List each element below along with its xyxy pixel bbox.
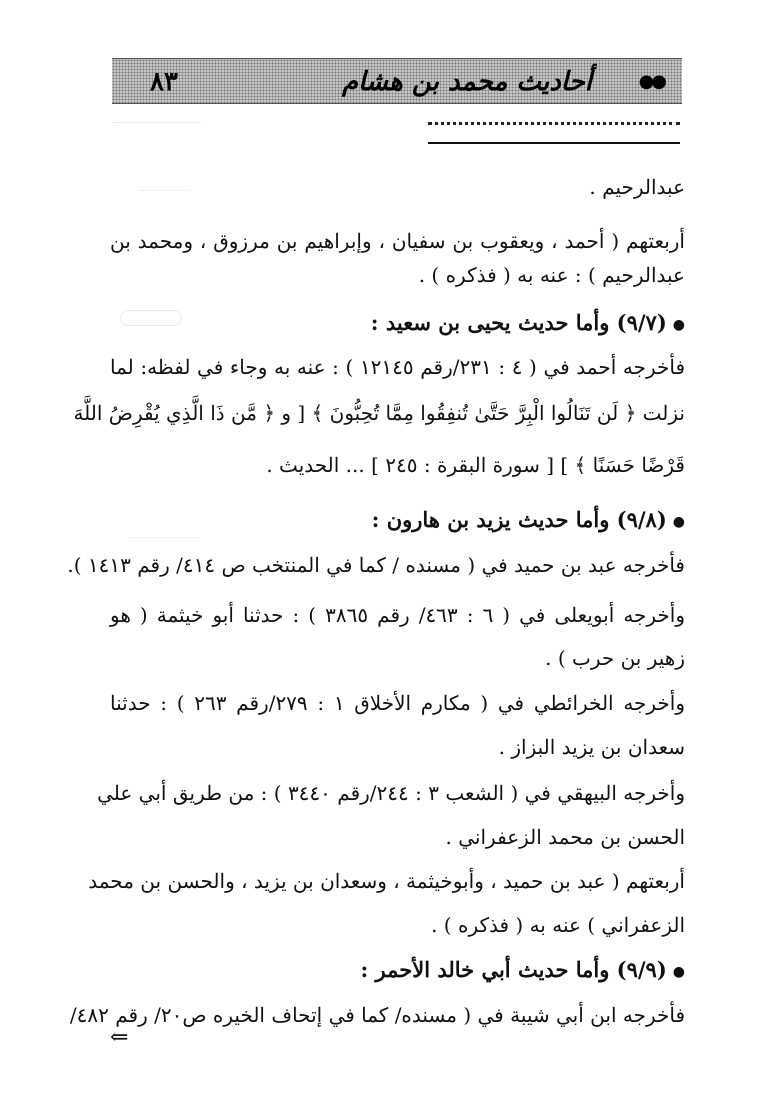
section-heading [110, 308, 685, 340]
header-rule [428, 142, 680, 144]
bullet-icon: ● [672, 316, 685, 333]
continue-arrow-icon: ⇐ [110, 1025, 129, 1050]
bullet-icon: ● [672, 513, 685, 530]
line-text: سعدان بن يزيد البزاز . [498, 735, 685, 759]
line-text: عبدالرحيم ) : عنه به ( فذكره ) . [418, 263, 685, 287]
text-line [110, 600, 685, 630]
text-line [88, 866, 685, 896]
line-text: (٩/٩) وأما حديث أبي خالد الأحمر : [360, 957, 667, 982]
text-line [110, 352, 685, 382]
running-title: أحاديث محمد بن هشام [341, 67, 592, 97]
text-line [69, 1000, 685, 1030]
line-text: نزلت ﴿ لَن تَنَالُوا الْبِرَّ حَتَّىٰ تُنفِقُوا مِمَّا تُحِبُّونَ ﴾ [ و ﴿ مَّن ذَا الَّذِي يُقْرِضُ اللَّهَ [73, 401, 685, 425]
line-text: أربعتهم ( أحمد ، ويعقوب بن سفيان ، وإبراهيم بن مرزوق ، ومحمد بن [110, 229, 685, 253]
text-line [110, 450, 685, 480]
text-line [110, 688, 685, 718]
line-text: (٩/٧) وأما حديث يحيى بن سعيد : [370, 310, 667, 335]
line-text: الحسن بن محمد الزعفراني . [445, 825, 685, 849]
dotted-separator [428, 122, 680, 125]
text-line [110, 226, 685, 256]
bullet-icon: ● [672, 963, 685, 980]
line-text: قَرْضًا حَسَنًا ﴾ ] [ سورة البقرة : ٢٤٥ ] ... الحديث . [266, 453, 685, 477]
line-text: (٩/٨) وأما حديث يزيد بن هارون : [371, 507, 667, 532]
text-line [110, 910, 685, 940]
running-header [112, 58, 682, 104]
text-line [110, 822, 685, 852]
section-heading [110, 955, 685, 987]
line-text: فأخرجه أحمد في ( ٤ : ٢٣١/رقم ١٢١٤٥ ) : عنه به وجاء في لفظه: لما [110, 355, 686, 379]
line-text: الزعفراني ) عنه به ( فذكره ) . [431, 913, 685, 937]
line-text: وأخرجه البيهقي في ( الشعب ٣ : ٢٤٤/رقم ٣٤٤٠ ) : من طريق أبي علي [97, 781, 685, 805]
page-number: ٨٣ [150, 67, 178, 97]
line-text: أربعتهم ( عبد بن حميد ، وأبوخيثمة ، وسعدان بن يزيد ، والحسن بن محمد [88, 869, 685, 893]
line-text: فأخرجه ابن أبي شيبة في ( مسنده/ كما في إتحاف الخيره ص٢٠/ رقم ٤٨٢/ [69, 1003, 685, 1027]
line-text: فأخرجه عبد بن حميد في ( مسنده / كما في المنتخب ص ٤١٤/ رقم ١٤١٣ ). [67, 553, 685, 577]
text-line [110, 643, 685, 673]
text-line [110, 172, 685, 202]
line-text: زهير بن حرب ) . [545, 646, 685, 670]
text-line [97, 778, 685, 808]
text-line [110, 732, 685, 762]
line-text: وأخرجه أبويعلى في ( ٦ : ٤٦٣/ رقم ٣٨٦٥ ) : حدثنا أبو خيثمة ( هو [110, 603, 686, 627]
bleed-through-mark [112, 122, 202, 123]
text-line [67, 550, 685, 580]
ornament-icon: ●● [638, 71, 664, 92]
section-heading [110, 505, 685, 537]
line-text: عبدالرحيم . [589, 175, 685, 199]
line-text: وأخرجه الخرائطي في ( مكارم الأخلاق ١ : ٢٧٩/رقم ٢٦٣ ) : حدثنا [110, 691, 686, 715]
text-line [73, 398, 685, 428]
text-line [110, 260, 685, 290]
